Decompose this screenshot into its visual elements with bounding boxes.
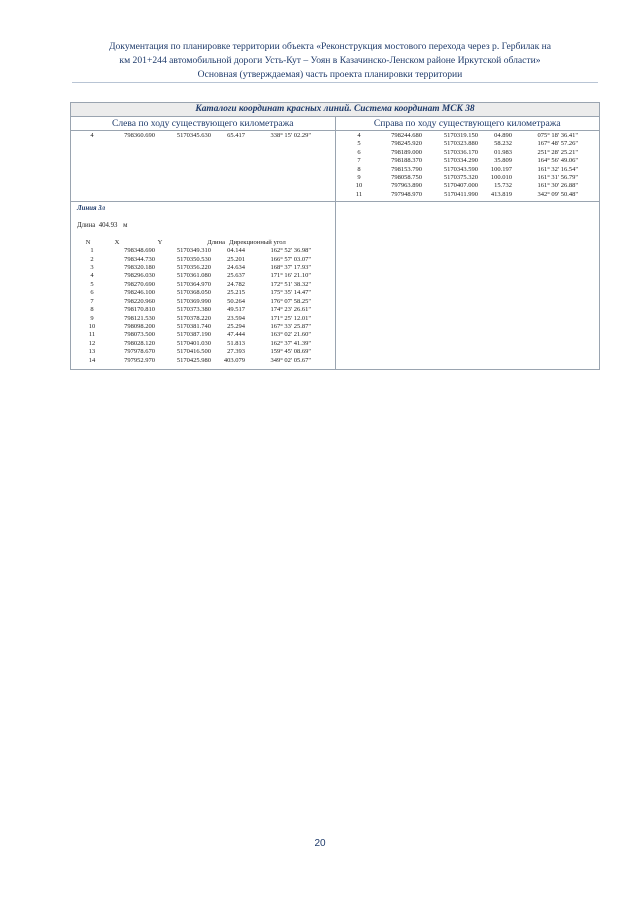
coordinate-row	[81, 331, 335, 339]
y-coordinate: 5170407.000	[443, 182, 478, 190]
point-number: 4	[90, 132, 94, 139]
x-coordinate: 798153.790	[391, 165, 422, 173]
x-coordinate: 798073.500	[124, 331, 155, 339]
page-number: 20	[314, 838, 326, 849]
coordinate-row	[348, 182, 599, 190]
segment-length: 25.637	[227, 272, 245, 280]
catalog-row-line	[71, 202, 599, 369]
y-coordinate: 5170350.530	[176, 255, 211, 263]
y-coordinate: 5170361.080	[176, 272, 211, 280]
coordinate-row	[81, 298, 335, 306]
line-length	[77, 221, 335, 230]
segment-length: 51.813	[227, 339, 245, 347]
direction-angle: 075° 18' 36.41"	[537, 132, 578, 139]
point-number: 10	[88, 322, 96, 330]
catalog-title: Каталоги координат красных линий. Система координат МСК 38	[71, 103, 599, 117]
point-number: 6	[90, 289, 94, 297]
coordinate-row	[348, 132, 599, 140]
x-coordinate: 798296.030	[124, 272, 155, 280]
x-coordinate: 798098.200	[124, 322, 155, 330]
y-coordinate: 5170373.380	[176, 306, 211, 314]
coordinate-row	[348, 140, 599, 148]
y-coordinate: 5170334.290	[443, 157, 478, 165]
segment-length: 04.144	[227, 247, 245, 255]
point-number: 8	[357, 165, 361, 173]
segment-length: 58.232	[494, 140, 512, 148]
coordinate-row	[81, 348, 335, 356]
catalog-row-top	[71, 131, 599, 202]
direction-angle: 342° 09' 50.48"	[537, 190, 578, 198]
y-coordinate: 5170425.980	[176, 356, 211, 364]
coordinate-catalog-table	[70, 102, 600, 370]
coordinate-row	[348, 166, 599, 174]
coordinate-row	[348, 191, 599, 199]
point-number: 11	[88, 331, 96, 339]
coordinate-row	[81, 340, 335, 348]
x-coordinate: 798360.690	[124, 132, 155, 139]
coordinate-row	[81, 357, 335, 365]
segment-length: 25.294	[227, 322, 245, 330]
length-label: Длина	[77, 222, 96, 230]
x-coordinate: 798348.690	[124, 247, 155, 255]
point-number: 13	[88, 348, 96, 356]
coordinate-row	[81, 264, 335, 272]
segment-length: 27.393	[227, 348, 245, 356]
point-number: 14	[88, 356, 96, 364]
y-coordinate: 5170375.320	[443, 174, 478, 182]
segment-length: 413.819	[490, 190, 512, 198]
header-line-2: км 201+244 автомобильной дороги Усть-Кут – Уоян в Казачинско-Ленском районе Иркутской области»	[119, 55, 541, 66]
point-number: 2	[90, 255, 94, 263]
coordinate-row	[81, 132, 335, 140]
x-coordinate: 798188.370	[391, 157, 422, 165]
coordinate-row	[81, 289, 335, 297]
direction-angle: 167° 48' 57.26"	[537, 140, 578, 148]
segment-length: 47.444	[227, 331, 245, 339]
direction-angle: 161° 32' 16.54"	[537, 165, 578, 173]
x-coordinate: 798189.000	[391, 148, 422, 156]
point-number: 7	[90, 297, 94, 305]
left-column-header: Слева по ходу существующего километража	[111, 118, 294, 129]
segment-length: 25.201	[227, 255, 245, 263]
y-coordinate: 5170364.970	[176, 280, 211, 288]
x-coordinate: 797963.890	[391, 182, 422, 190]
coordinate-row	[81, 306, 335, 314]
line-points-list	[81, 247, 335, 365]
segment-length: 35.809	[494, 157, 512, 165]
col-angle: Дирекционный угол	[229, 239, 286, 247]
point-number: 9	[90, 314, 94, 322]
x-coordinate: 798320.180	[124, 264, 155, 272]
col-length: Длина	[207, 239, 225, 247]
direction-angle: 176° 07' 58.25"	[270, 297, 311, 305]
coordinate-row	[81, 281, 335, 289]
right-empty-cell	[335, 202, 599, 369]
y-coordinate: 5170401.030	[176, 339, 211, 347]
point-number: 5	[90, 280, 94, 288]
point-number: 4	[357, 132, 361, 139]
coordinate-row	[81, 256, 335, 264]
x-coordinate: 798246.100	[124, 289, 155, 297]
y-coordinate: 5170349.310	[176, 247, 211, 255]
line-title: Линия 3л	[77, 205, 106, 213]
point-number: 9	[357, 174, 361, 182]
point-number: 5	[357, 140, 361, 148]
right-top-cell	[335, 131, 599, 201]
direction-angle: 171° 25' 12.01"	[270, 314, 311, 322]
y-coordinate: 5170356.220	[176, 264, 211, 272]
page-header	[60, 40, 600, 82]
segment-length: 25.215	[227, 289, 245, 297]
point-number: 10	[355, 182, 363, 190]
segment-length: 23.594	[227, 314, 245, 322]
direction-angle: 163° 02' 21.60"	[270, 331, 311, 339]
segment-length: 04.890	[494, 132, 512, 139]
x-coordinate: 798344.730	[124, 255, 155, 263]
col-n: N	[85, 239, 91, 247]
segment-length: 01.983	[494, 148, 512, 156]
point-number: 7	[357, 157, 361, 165]
coordinate-row	[81, 247, 335, 255]
segment-length: 15.732	[494, 182, 512, 190]
x-coordinate: 798028.120	[124, 339, 155, 347]
direction-angle: 349° 02' 05.67"	[270, 356, 311, 364]
y-coordinate: 5170369.990	[176, 297, 211, 305]
y-coordinate: 5170368.050	[176, 289, 211, 297]
direction-angle: 166° 57' 03.07"	[270, 255, 311, 263]
direction-angle: 159° 45' 08.69"	[270, 348, 311, 356]
header-divider	[72, 82, 598, 83]
col-x: X	[114, 239, 120, 247]
point-number: 8	[90, 306, 94, 314]
segment-length: 24.782	[227, 280, 245, 288]
coordinate-row	[348, 157, 599, 165]
coordinate-row	[81, 323, 335, 331]
point-number: 11	[355, 190, 363, 198]
x-coordinate: 798270.690	[124, 280, 155, 288]
y-coordinate: 5170416.500	[176, 348, 211, 356]
x-coordinate: 798245.920	[391, 140, 422, 148]
coordinate-row	[81, 315, 335, 323]
segment-length: 65.417	[227, 132, 245, 139]
segment-length: 100.010	[490, 174, 512, 182]
point-number: 4	[90, 272, 94, 280]
point-number: 3	[90, 264, 94, 272]
direction-angle: 164° 56' 49.06"	[537, 157, 578, 165]
right-column-header: Справа по ходу существующего километража	[335, 117, 600, 130]
x-coordinate: 797978.670	[124, 348, 155, 356]
y-coordinate: 5170387.190	[176, 331, 211, 339]
segment-length: 49.517	[227, 306, 245, 314]
point-number: 12	[88, 339, 96, 347]
x-coordinate: 797952.970	[124, 356, 155, 364]
point-number: 6	[357, 148, 361, 156]
y-coordinate: 5170411.990	[444, 190, 478, 198]
x-coordinate: 798170.810	[124, 306, 155, 314]
direction-angle: 167° 33' 25.87"	[270, 322, 311, 330]
x-coordinate: 797948.970	[391, 190, 422, 198]
right-points-list	[348, 132, 599, 199]
direction-angle: 171° 16' 21.10"	[270, 272, 311, 280]
y-coordinate: 5170378.220	[176, 314, 211, 322]
direction-angle: 172° 51' 38.32"	[270, 280, 311, 288]
direction-angle: 168° 37' 17.93"	[270, 264, 311, 272]
left-points-list	[81, 132, 335, 140]
coordinate-row	[348, 149, 599, 157]
line-3l-cell	[71, 202, 335, 369]
x-coordinate: 798220.960	[124, 297, 155, 305]
coordinate-row	[348, 174, 599, 182]
y-coordinate: 5170343.590	[443, 165, 478, 173]
header-line-3: Основная (утверждаемая) часть проекта планировки территории	[197, 69, 463, 80]
direction-angle: 162° 52' 36.98"	[270, 247, 311, 255]
x-coordinate: 798244.680	[391, 132, 422, 139]
segment-length: 100.197	[490, 165, 512, 173]
direction-angle: 161° 31' 56.79"	[537, 174, 578, 182]
y-coordinate: 5170319.150	[443, 132, 478, 139]
direction-angle: 174° 23' 26.61"	[270, 306, 311, 314]
y-coordinate: 5170323.880	[443, 140, 478, 148]
direction-angle: 338° 15' 02.29"	[270, 132, 311, 139]
segment-length: 50.264	[227, 297, 245, 305]
col-y: Y	[157, 239, 163, 247]
direction-angle: 161° 30' 26.88"	[537, 182, 578, 190]
direction-angle: 175° 35' 14.47"	[270, 289, 311, 297]
column-headers	[71, 117, 599, 131]
point-number: 1	[90, 247, 94, 255]
x-coordinate: 798058.750	[391, 174, 422, 182]
x-coordinate: 798121.530	[124, 314, 155, 322]
segment-length: 403.079	[223, 356, 245, 364]
left-top-cell	[71, 131, 335, 201]
header-line-1: Документация по планировке территории объекта «Реконструкция мостового перехода через р. Гербилак на	[108, 41, 552, 52]
y-coordinate: 5170336.170	[443, 148, 478, 156]
length-value: 404.93	[98, 222, 118, 230]
direction-angle: 251° 28' 25.21"	[537, 148, 578, 156]
y-coordinate: 5170345.630	[176, 132, 211, 139]
length-unit: м	[123, 222, 128, 230]
points-table-header	[77, 238, 335, 247]
y-coordinate: 5170381.740	[176, 322, 211, 330]
direction-angle: 162° 37' 41.39"	[270, 339, 311, 347]
coordinate-row	[81, 272, 335, 280]
segment-length: 24.634	[227, 264, 245, 272]
